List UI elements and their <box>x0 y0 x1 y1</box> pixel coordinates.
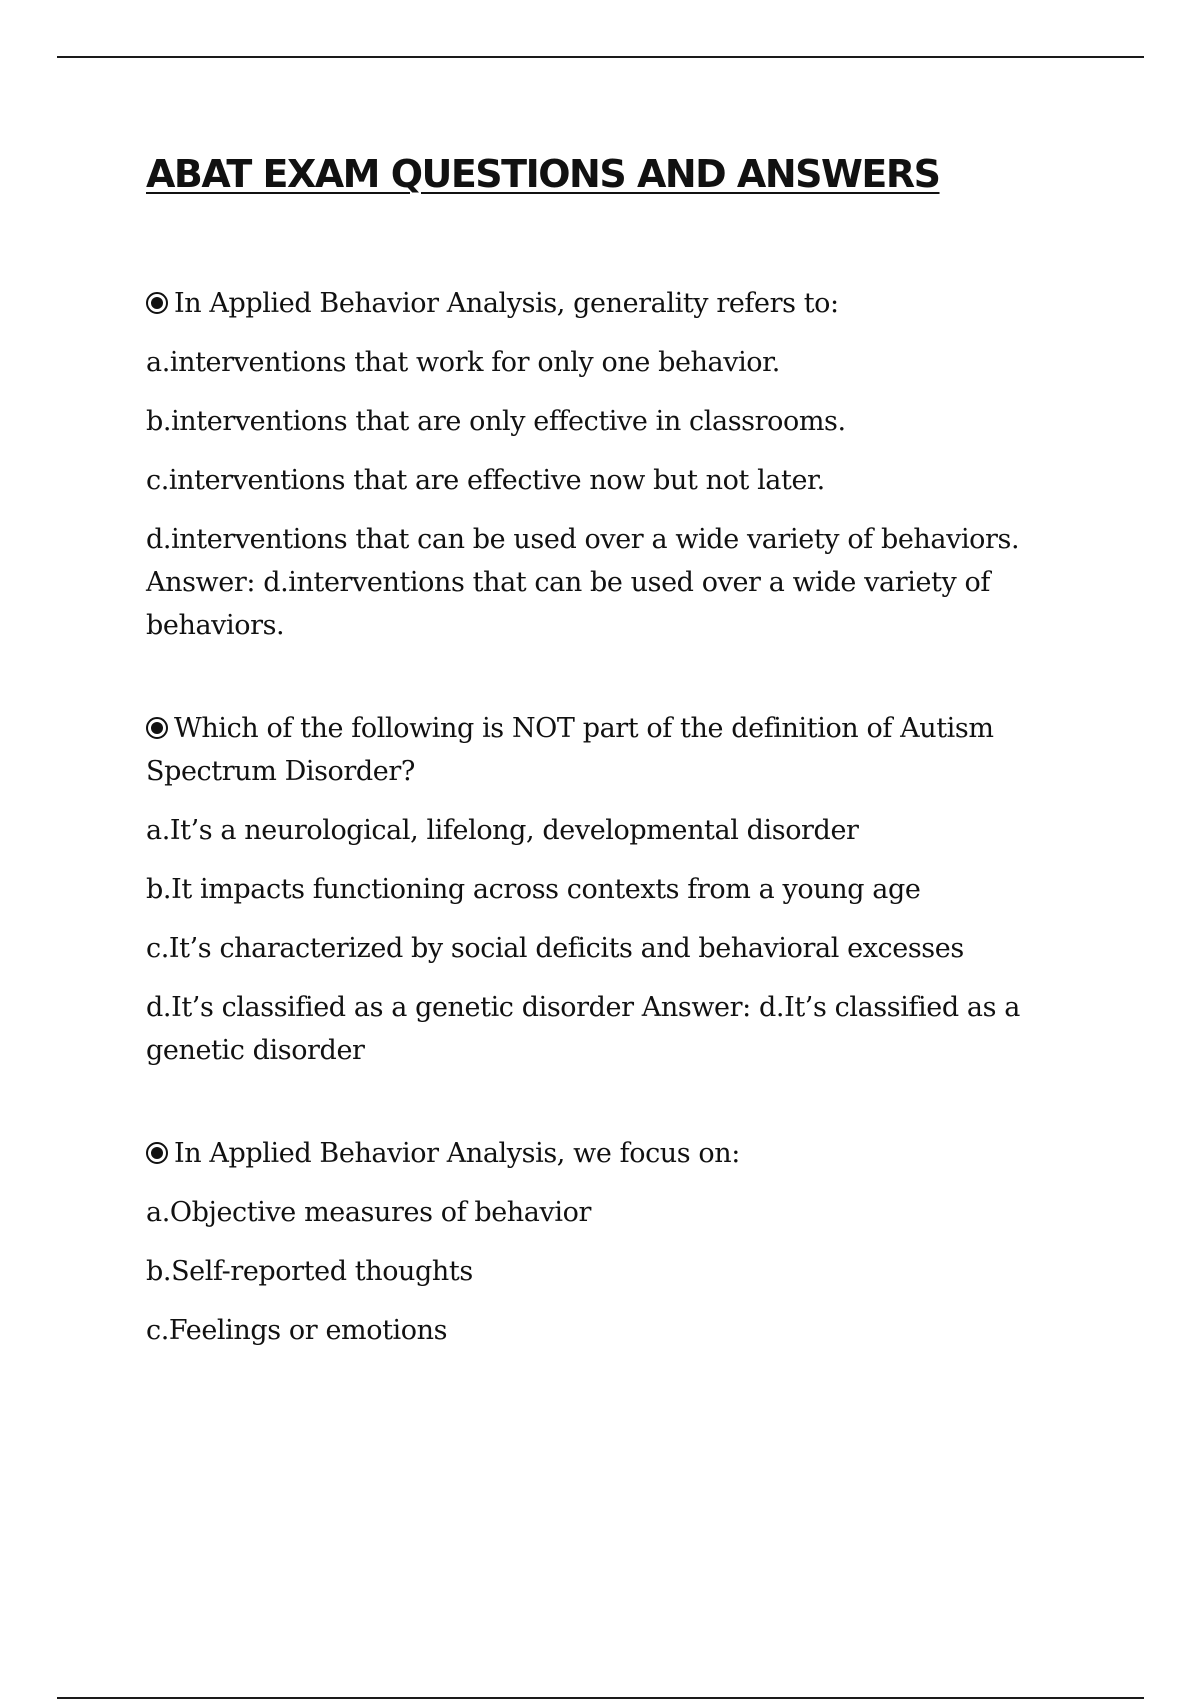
document-body <box>146 150 1076 1412</box>
top-rule <box>57 56 1144 58</box>
option-d-with-answer: d.interventions that can be used over a wide variety of behaviors. Answer: d.interventions that can be used over a wide variety of behaviors. <box>146 524 1020 641</box>
option-b: b.interventions that are only effective in classrooms. <box>146 406 846 437</box>
option-a: a.Objective measures of behavior <box>146 1197 591 1228</box>
option-c: c.interventions that are effective now but not later. <box>146 465 825 496</box>
question-2 <box>146 707 1076 1072</box>
bottom-rule <box>57 1697 1144 1699</box>
question-3 <box>146 1132 1076 1352</box>
option-c: c.It’s characterized by social deficits and behavioral excesses <box>146 933 964 964</box>
option-a: a.It’s a neurological, lifelong, developmental disorder <box>146 815 859 846</box>
radio-bullet-icon <box>146 292 168 314</box>
option-c: c.Feelings or emotions <box>146 1315 448 1346</box>
option-b: b.Self-reported thoughts <box>146 1256 473 1287</box>
question-prompt: Which of the following is NOT part of the definition of Autism Spectrum Disorder? <box>146 713 994 787</box>
document-title: ABAT EXAM QUESTIONS AND ANSWERS <box>146 152 940 196</box>
option-b: b.It impacts functioning across contexts from a young age <box>146 874 921 905</box>
question-1 <box>146 282 1076 647</box>
question-prompt: In Applied Behavior Analysis, we focus on: <box>146 1132 1076 1175</box>
radio-bullet-icon <box>146 1142 168 1164</box>
option-a: a.interventions that work for only one behavior. <box>146 347 780 378</box>
question-prompt: In Applied Behavior Analysis, generality refers to: <box>146 282 1076 325</box>
option-d-with-answer: d.It’s classified as a genetic disorder Answer: d.It’s classified as a genetic disorder <box>146 992 1020 1066</box>
radio-bullet-icon <box>146 717 168 739</box>
question-list <box>146 282 1076 1352</box>
